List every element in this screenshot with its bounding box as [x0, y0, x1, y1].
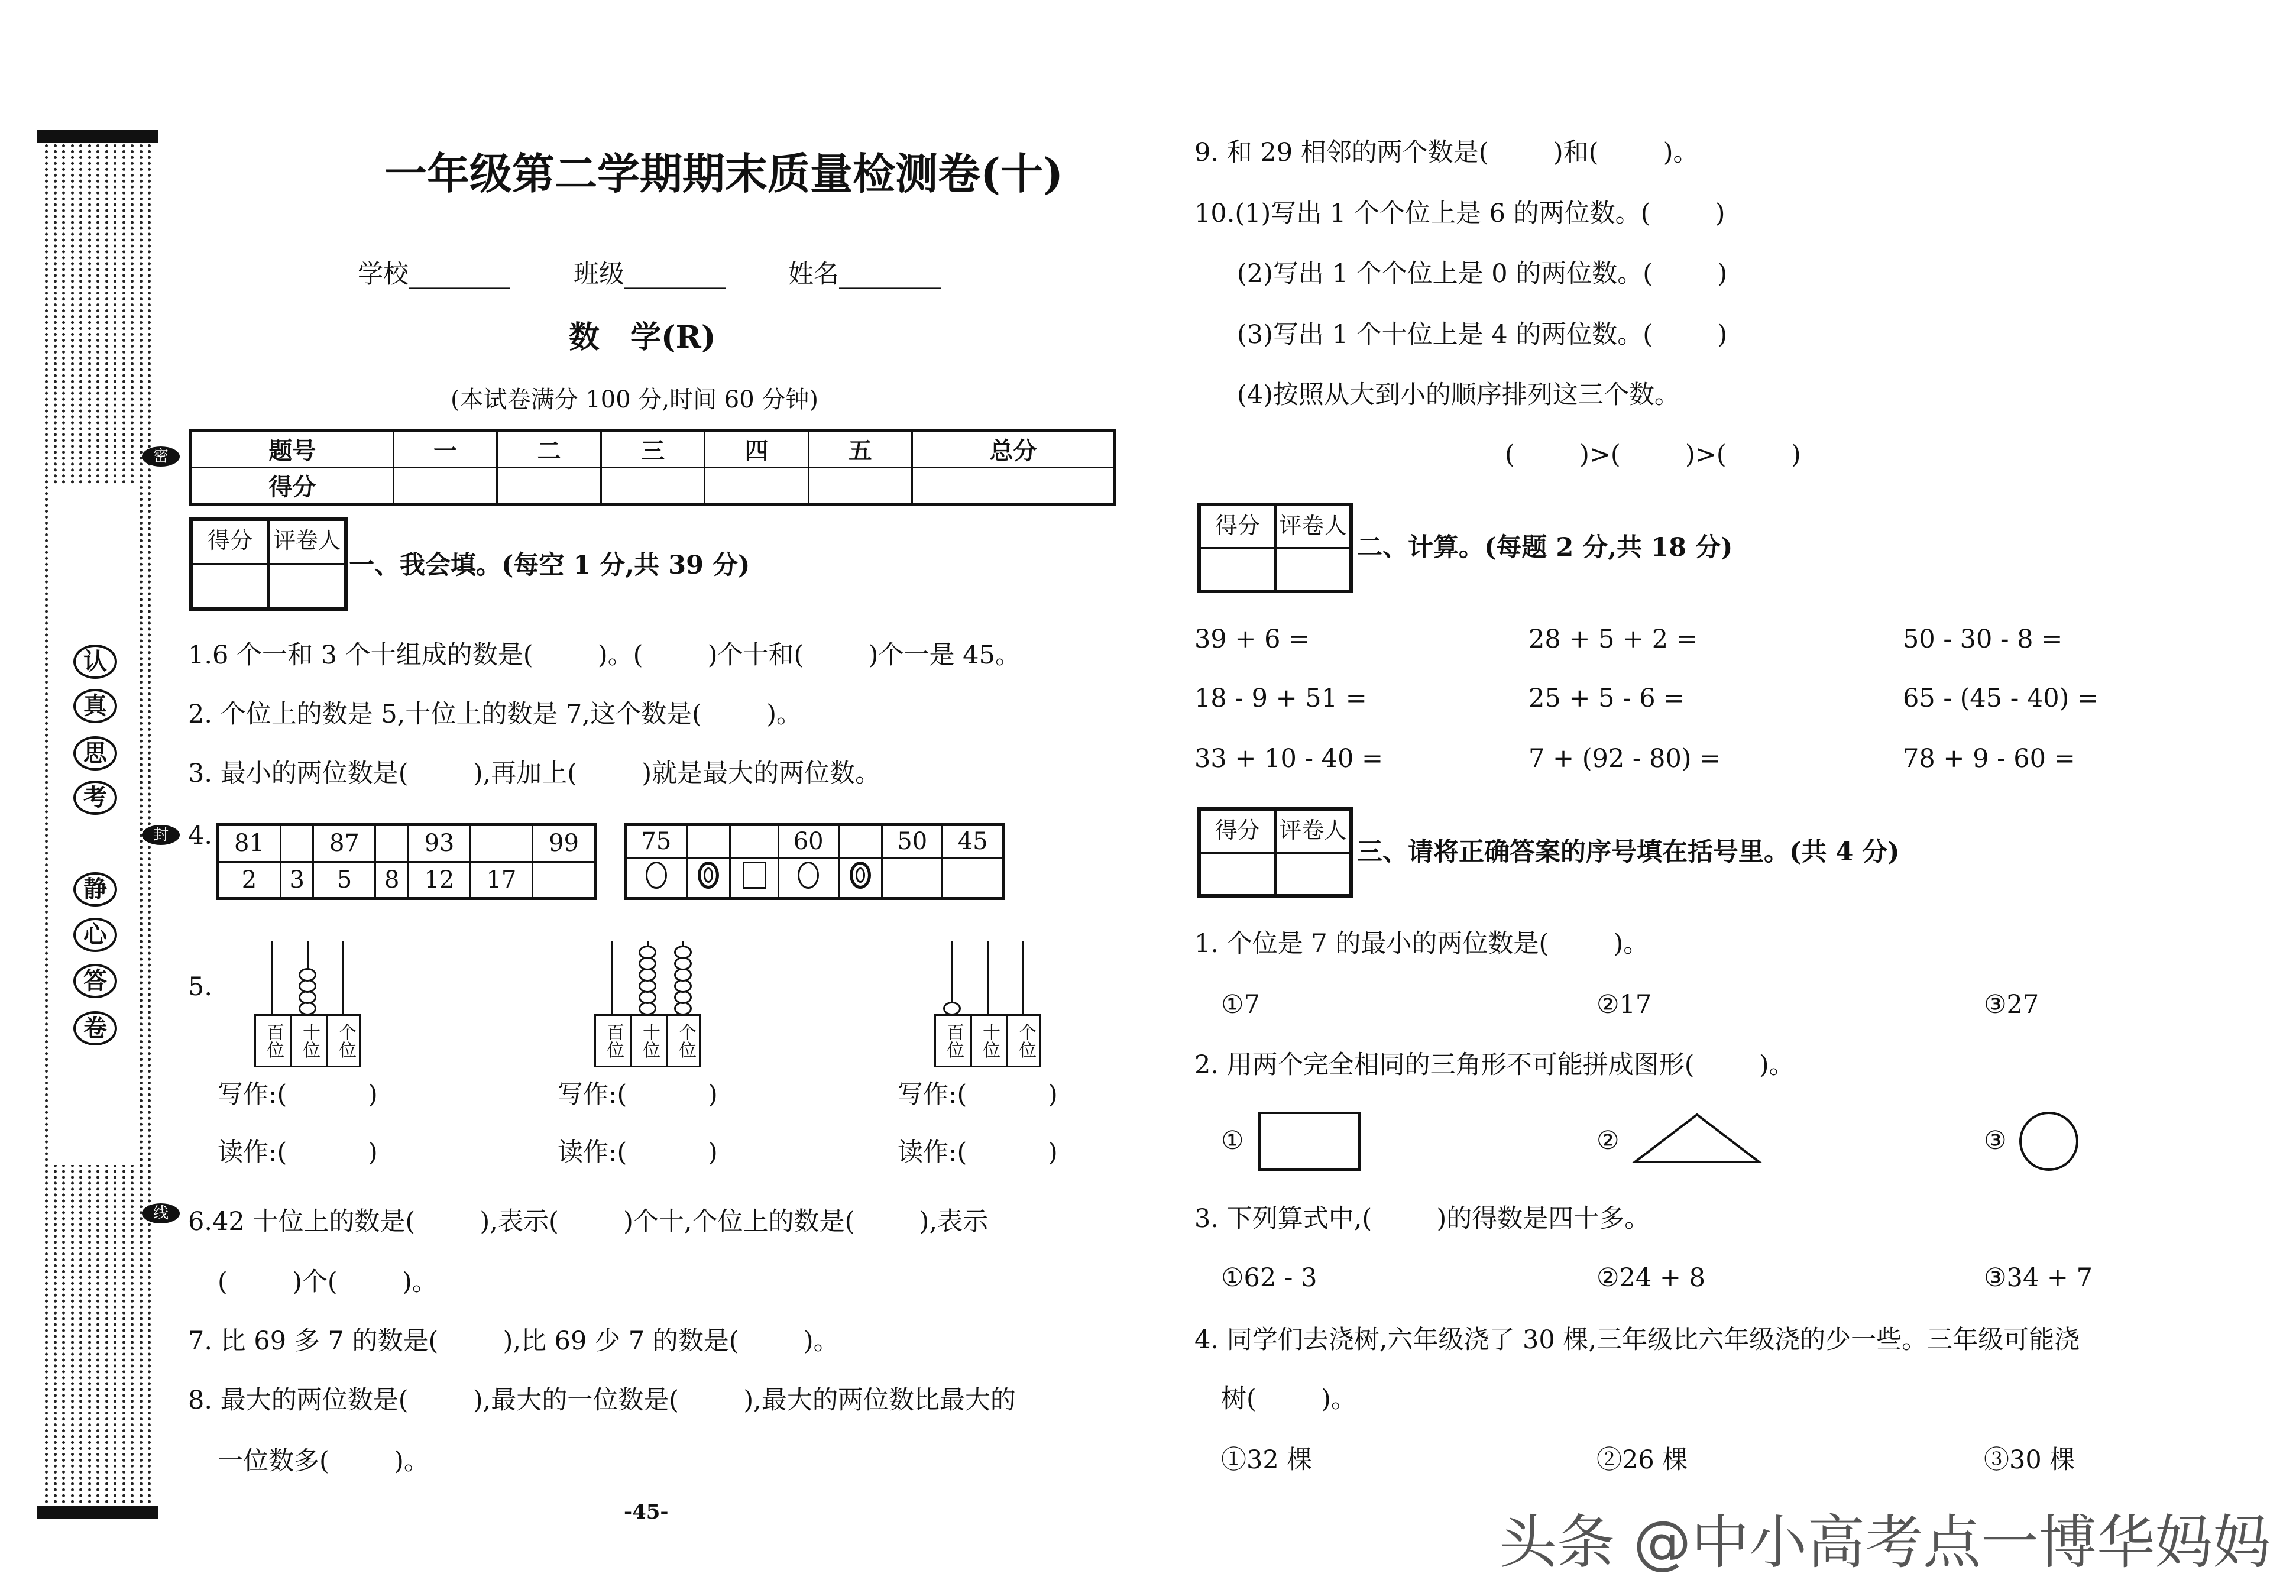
read-answer: 读作:( ) [898, 1138, 1058, 1167]
table-cell: 45 [943, 825, 1004, 859]
score-header: 二 [497, 430, 601, 468]
abacus-rod [342, 941, 344, 1014]
motto-char: 思 [73, 736, 117, 771]
score-cell [705, 467, 808, 504]
page-number: -45- [624, 1500, 669, 1524]
motto-char: 考 [73, 781, 117, 815]
table-cell [730, 825, 778, 859]
choice-1: 1. 个位是 7 的最小的两位数是( )。 [1194, 929, 1649, 959]
question-8-cont: 一位数多( )。 [218, 1446, 429, 1476]
table-cell [686, 825, 730, 859]
question-5-label: 5. [188, 972, 213, 1002]
rectangle-shape [1258, 1112, 1361, 1171]
place-label: 十位 [632, 1016, 668, 1066]
score-header: 总分 [912, 430, 1115, 468]
motto-area [48, 485, 137, 1165]
table-row [626, 858, 1004, 898]
subject: 数 学(R) [569, 319, 716, 355]
write-answer: 写作:( ) [558, 1080, 718, 1109]
table-cell: 17 [470, 862, 532, 899]
seal-mi: 密 [142, 446, 180, 467]
bottom-bar [37, 1506, 158, 1519]
question-10-order: ( )>( )>( ) [1505, 440, 1801, 470]
seal-feng: 封 [142, 825, 180, 845]
table-cell [838, 825, 882, 859]
table-cell: 75 [626, 825, 687, 859]
motto-char: 静 [73, 872, 117, 907]
place-label: 百位 [256, 1016, 292, 1066]
table-cell [626, 858, 687, 898]
grader-label: 评卷人 [1275, 810, 1351, 853]
score-table [189, 429, 1116, 506]
section-3-title: 三、请将正确答案的序号填在括号里。(共 4 分) [1357, 837, 1900, 867]
choice-2-opt-1: ① [1221, 1126, 1244, 1155]
choice-4-cont: 树( )。 [1221, 1384, 1356, 1414]
abacus [594, 941, 701, 1069]
question-6: 6.42 十位上的数是( ),表示( )个十,个位上的数是( ),表示 [188, 1207, 989, 1236]
number-sequence-table-a [216, 823, 597, 900]
dotted-line [140, 144, 143, 1504]
table-cell: 93 [408, 825, 470, 862]
table-cell: 5 [313, 862, 375, 899]
question-9: 9. 和 29 相邻的两个数是( )和( )。 [1194, 138, 1699, 167]
table-cell [882, 858, 943, 898]
school-field: 学校________ [358, 260, 510, 289]
place-label: 十位 [292, 1016, 328, 1066]
top-bar [37, 130, 158, 143]
table-cell: 50 [882, 825, 943, 859]
question-6-cont: ( )个( )。 [218, 1267, 438, 1297]
read-answer: 读作:( ) [218, 1138, 378, 1167]
place-label: 个位 [1015, 1023, 1036, 1058]
choice-1-opt-2: ②17 [1596, 990, 1652, 1019]
name-field: 姓名________ [788, 260, 941, 289]
calc-item: 39 + 6 = [1194, 624, 1310, 654]
question-2: 2. 个位上的数是 5,十位上的数是 7,这个数是( )。 [188, 700, 802, 729]
motto-char: 认 [73, 645, 117, 679]
table-row [626, 825, 1004, 859]
choice-3-opt-1: ①62 - 3 [1221, 1263, 1317, 1293]
question-8: 8. 最大的两位数是( ),最大的一位数是( ),最大的两位数比最大的 [188, 1385, 1016, 1415]
choice-4-opt-3: ③30 棵 [1984, 1445, 2075, 1475]
table-cell [838, 858, 882, 898]
table-cell [532, 862, 595, 899]
place-value-labels [934, 1014, 1041, 1067]
page-title: 一年级第二学期期末质量检测卷(十) [384, 148, 1064, 199]
table-cell: 8 [375, 862, 408, 899]
abacus [254, 941, 361, 1069]
table-cell: 3 [280, 862, 313, 899]
place-label: 百位 [936, 1016, 972, 1066]
square-icon [743, 862, 766, 889]
calc-item: 78 + 9 - 60 = [1903, 744, 2075, 773]
score-header: 五 [808, 430, 912, 468]
place-label: 个位 [675, 1023, 696, 1058]
score-cell [393, 467, 497, 504]
question-7: 7. 比 69 多 7 的数是( ),比 69 少 7 的数是( )。 [188, 1326, 839, 1356]
calc-item: 28 + 5 + 2 = [1528, 624, 1698, 654]
circle-icon [646, 862, 667, 889]
abacus-bead [674, 946, 692, 959]
place-label: 百位 [596, 1016, 632, 1066]
table-row [218, 825, 596, 862]
score-box-2 [1197, 503, 1353, 593]
watermark: 头条 @中小高考点一博华妈妈 [1499, 1509, 2271, 1576]
score-cell [808, 467, 912, 504]
number-sequence-table-b [624, 823, 1005, 900]
write-answer: 写作:( ) [898, 1080, 1058, 1109]
score-cell [497, 467, 601, 504]
table-cell [730, 858, 778, 898]
abacus-rod [1022, 941, 1024, 1014]
abacus-bead [299, 968, 316, 982]
score-label: 得分 [192, 520, 268, 564]
score-box-1 [189, 517, 348, 611]
place-label: 十位 [972, 1016, 1008, 1066]
place-value-labels [594, 1014, 701, 1067]
choice-3: 3. 下列算式中,( )的得数是四十多。 [1194, 1204, 1650, 1234]
score-label: 得分 [1200, 810, 1275, 853]
choice-3-opt-3: ③34 + 7 [1984, 1263, 2093, 1293]
double-circle-icon [698, 862, 719, 889]
table-cell: 99 [532, 825, 595, 862]
abacus-rod [271, 941, 273, 1014]
question-1: 1.6 个一和 3 个十组成的数是( )。( )个十和( )个一是 45。 [188, 640, 1021, 670]
choice-4-opt-2: ②26 棵 [1596, 1445, 1688, 1475]
exam-note: (本试卷满分 100 分,时间 60 分钟) [451, 386, 819, 413]
table-cell: 81 [218, 825, 281, 862]
motto-char: 卷 [73, 1011, 117, 1045]
choice-2-opt-3: ③ [1984, 1126, 2007, 1155]
place-label: 个位 [335, 1023, 356, 1058]
table-cell [943, 858, 1004, 898]
table-cell: 12 [408, 862, 470, 899]
table-cell [686, 858, 730, 898]
double-circle-icon [850, 862, 871, 889]
table-cell [375, 825, 408, 862]
binding-margin [37, 130, 169, 1519]
triangle-shape [1632, 1112, 1762, 1165]
table-cell [280, 825, 313, 862]
grader-label: 评卷人 [1275, 505, 1351, 548]
choice-2-opt-2: ② [1596, 1126, 1620, 1155]
score-header: 四 [705, 430, 808, 468]
choice-1-opt-3: ③27 [1984, 990, 2039, 1019]
motto-char: 答 [73, 964, 117, 998]
score-header: 一 [393, 430, 497, 468]
seal-xian: 线 [142, 1203, 180, 1223]
choice-2: 2. 用两个完全相同的三角形不可能拼成图形( )。 [1194, 1050, 1795, 1080]
circle-shape [2019, 1112, 2078, 1171]
score-cell [912, 467, 1115, 504]
table-cell: 87 [313, 825, 375, 862]
calc-item: 65 - (45 - 40) = [1903, 684, 2099, 713]
motto-char: 真 [73, 689, 117, 723]
choice-4: 4. 同学们去浇树,六年级浇了 30 棵,三年级比六年级浇的少一些。三年级可能浇 [1194, 1325, 2080, 1355]
choice-4-opt-1: ①32 棵 [1221, 1445, 1313, 1475]
table-cell [470, 825, 532, 862]
calc-item: 50 - 30 - 8 = [1903, 624, 2063, 654]
motto-char: 心 [73, 918, 117, 952]
dotted-line [148, 144, 151, 1504]
question-10-2: (2)写出 1 个个位上是 0 的两位数。( ) [1237, 259, 1728, 289]
dotted-line [45, 144, 48, 1504]
write-answer: 写作:( ) [218, 1080, 378, 1109]
abacus-rod [987, 941, 989, 1014]
score-cell [601, 467, 704, 504]
circle-icon [798, 862, 819, 889]
choice-1-opt-1: ①7 [1221, 990, 1260, 1019]
question-10-3: (3)写出 1 个十位上是 4 的两位数。( ) [1237, 320, 1728, 349]
abacus-rod [611, 941, 613, 1014]
score-header: 题号 [191, 430, 394, 468]
calc-item: 25 + 5 - 6 = [1528, 684, 1685, 713]
table-cell: 2 [218, 862, 281, 899]
abacus-bead [639, 946, 656, 959]
question-3: 3. 最小的两位数是( ),再加上( )就是最大的两位数。 [188, 759, 881, 788]
score-box-3 [1197, 807, 1353, 898]
question-10-1: 10.(1)写出 1 个个位上是 6 的两位数。( ) [1194, 199, 1725, 228]
abacus [934, 941, 1041, 1069]
calc-item: 7 + (92 - 80) = [1528, 744, 1721, 773]
section-1-title: 一、我会填。(每空 1 分,共 39 分) [349, 551, 750, 580]
grader-label: 评卷人 [268, 520, 345, 564]
score-row-label: 得分 [191, 467, 394, 504]
score-header: 三 [601, 430, 704, 468]
question-10-4: (4)按照从大到小的顺序排列这三个数。 [1237, 380, 1680, 410]
choice-3-opt-2: ②24 + 8 [1596, 1263, 1705, 1293]
class-field: 班级________ [574, 260, 726, 289]
calc-item: 33 + 10 - 40 = [1194, 744, 1384, 773]
abacus-bead [943, 1002, 961, 1015]
section-2-title: 二、计算。(每题 2 分,共 18 分) [1357, 533, 1733, 562]
table-cell: 60 [778, 825, 838, 859]
table-row [218, 862, 596, 899]
score-label: 得分 [1200, 505, 1275, 548]
question-4-label: 4. [188, 821, 213, 850]
read-answer: 读作:( ) [558, 1138, 718, 1167]
calc-item: 18 - 9 + 51 = [1194, 684, 1367, 713]
place-value-labels [254, 1014, 361, 1067]
table-cell [778, 858, 838, 898]
